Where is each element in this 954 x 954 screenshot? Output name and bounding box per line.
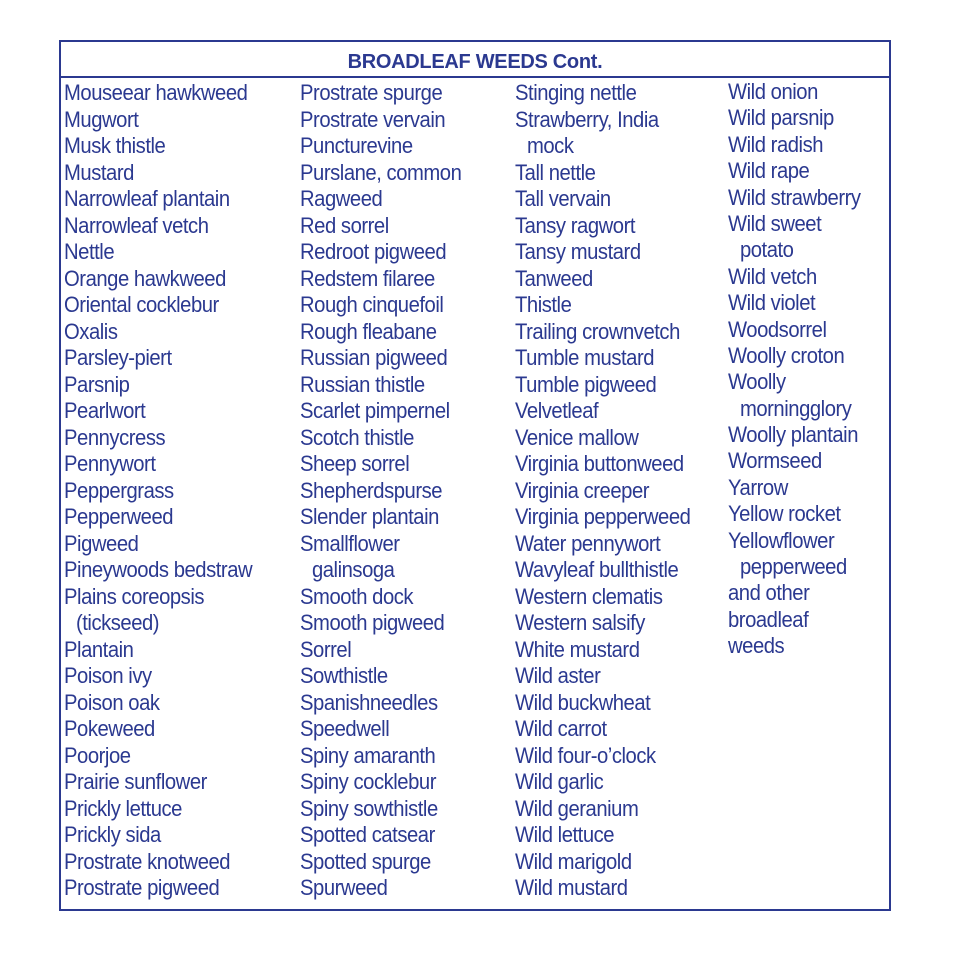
list-item: Prostrate vervain (300, 106, 446, 132)
list-item: Oxalis (64, 318, 118, 344)
list-item: Tumble mustard (515, 345, 655, 370)
list-item: Orange hawkweed (64, 265, 226, 291)
list-item: Wild parsnip (728, 105, 834, 131)
list-item: Wavyleaf bullthistle (515, 557, 679, 582)
list-item: Venice mallow (515, 424, 639, 450)
list-item: Pepperweed (64, 504, 174, 529)
list-item: Pennywort (64, 451, 156, 476)
list-item: Pennycress (64, 424, 166, 450)
list-item: Smallflower (300, 530, 400, 556)
list-item: Spiny cocklebur (300, 769, 436, 794)
list-item: Western salsify (515, 610, 645, 635)
list-item: Russian pigweed (300, 345, 448, 370)
list-item: Pineywoods bedstraw (64, 557, 253, 582)
list-item: Wild garlic (515, 769, 604, 794)
list-item: Mugwort (64, 106, 139, 132)
list-item: Scarlet pimpernel (300, 398, 450, 423)
list-item: Smooth pigweed (300, 610, 445, 635)
weed-column-3 (515, 80, 706, 902)
list-item: Stinging nettle (515, 80, 637, 105)
list-item: Virginia pepperweed (515, 504, 691, 529)
list-item: Tall nettle (515, 159, 596, 185)
list-item: Yellowflower (728, 527, 835, 553)
list-item: Water pennywort (515, 530, 661, 556)
list-item: Poison ivy (64, 663, 152, 688)
list-item: Prairie sunflower (64, 769, 207, 794)
list-item: Spotted catsear (300, 822, 435, 847)
list-item: Yellow rocket (728, 501, 841, 527)
list-item: Pigweed (64, 530, 139, 556)
list-item: Wild rape (728, 158, 810, 184)
list-item: Spotted spurge (300, 848, 431, 874)
list-item: Sheep sorrel (300, 451, 410, 476)
list-item: Spiny sowthistle (300, 795, 438, 821)
list-item: Prickly lettuce (64, 795, 182, 821)
list-item: Ragweed (300, 186, 383, 211)
list-item: Purslane, common (300, 159, 462, 185)
list-item: Narrowleaf vetch (64, 212, 209, 238)
list-item: Wild aster (515, 663, 601, 688)
list-item: Western clematis (515, 583, 663, 609)
list-item-continuation: potato (739, 237, 794, 263)
list-item: Wild strawberry (728, 184, 861, 210)
list-item: Thistle (515, 292, 572, 317)
list-item: Virginia creeper (515, 477, 650, 503)
list-item: Oriental cocklebur (64, 292, 219, 317)
list-item: Wild marigold (515, 848, 632, 874)
list-item: Russian thistle (300, 371, 425, 397)
list-item: Tansy mustard (515, 239, 641, 264)
list-item: Spurweed (300, 875, 388, 900)
list-item: Wild onion (728, 79, 818, 104)
list-item: Wild buckwheat (515, 689, 651, 715)
list-item: Nettle (64, 239, 115, 264)
list-item-continuation: morningglory (739, 395, 852, 421)
list-item: Slender plantain (300, 504, 439, 529)
list-item: Spanishneedles (300, 689, 438, 715)
list-item: Peppergrass (64, 477, 174, 503)
list-item: Woolly plantain (728, 422, 858, 448)
weed-column-2 (300, 80, 475, 902)
list-item: Mouseear hawkweed (64, 80, 248, 105)
list-item: Wild geranium (515, 795, 639, 821)
list-item-continuation: pepperweed (739, 554, 847, 580)
list-item: Tanweed (515, 265, 593, 291)
list-item: Pokeweed (64, 716, 155, 741)
list-item: Wild mustard (515, 875, 628, 900)
list-item: Tumble pigweed (515, 371, 657, 397)
list-item: Poorjoe (64, 742, 131, 768)
list-item: Wild lettuce (515, 822, 615, 847)
list-item: Wild radish (728, 131, 824, 157)
list-item: Musk thistle (64, 133, 166, 158)
list-item: Velvetleaf (515, 398, 599, 423)
list-item: Sorrel (300, 636, 352, 662)
list-item: Shepherdspurse (300, 477, 443, 503)
weed-column-1 (64, 80, 269, 902)
list-item: Parsnip (64, 371, 130, 397)
list-item: Redstem filaree (300, 265, 435, 291)
list-item: Mustard (64, 159, 134, 185)
weed-list-box (59, 40, 891, 911)
list-item: weeds (728, 633, 785, 659)
list-item: broadleaf (728, 606, 809, 632)
list-item: Red sorrel (300, 212, 389, 238)
list-item: Narrowleaf plantain (64, 186, 230, 211)
list-item: Wild carrot (515, 716, 607, 741)
list-item-continuation: (tickseed) (75, 610, 160, 635)
list-item: Virginia buttonweed (515, 451, 684, 476)
list-item: and other (728, 580, 810, 606)
list-item: Pearlwort (64, 398, 146, 423)
list-item: Poison oak (64, 689, 160, 715)
list-item: Yarrow (728, 474, 788, 500)
list-item: Prostrate spurge (300, 80, 443, 105)
list-item-continuation: galinsoga (311, 557, 395, 582)
weed-column-4 (728, 79, 872, 660)
list-item: Tall vervain (515, 186, 611, 211)
list-item: Wild four-o’clock (515, 742, 656, 768)
list-item: Wild sweet (728, 210, 822, 236)
list-item: Tansy ragwort (515, 212, 636, 238)
list-item: Redroot pigweed (300, 239, 447, 264)
table-title: BROADLEAF WEEDS Cont. (61, 42, 889, 78)
list-item: Spiny amaranth (300, 742, 436, 768)
list-item: Parsley-piert (64, 345, 172, 370)
list-item: Sowthistle (300, 663, 388, 688)
list-item: Woolly (728, 369, 786, 395)
list-item: Puncturevine (300, 133, 413, 158)
list-item: Wild violet (728, 290, 816, 316)
list-item: Plantain (64, 636, 134, 662)
list-item: Wormseed (728, 448, 822, 474)
list-item: Prostrate pigweed (64, 875, 220, 900)
list-item: Rough fleabane (300, 318, 437, 344)
list-item: Scotch thistle (300, 424, 414, 450)
list-item: Woolly croton (728, 342, 845, 368)
list-item: Trailing crownvetch (515, 318, 680, 344)
list-item: Speedwell (300, 716, 390, 741)
list-item: White mustard (515, 636, 640, 662)
list-item: Rough cinquefoil (300, 292, 444, 317)
list-item: Plains coreopsis (64, 583, 205, 609)
list-item: Prickly sida (64, 822, 161, 847)
list-item: Woodsorrel (728, 316, 827, 342)
list-item: Prostrate knotweed (64, 848, 231, 874)
list-item: Wild vetch (728, 263, 817, 289)
list-item: Strawberry, India (515, 106, 659, 132)
list-item: Smooth dock (300, 583, 414, 609)
list-item-continuation: mock (526, 133, 574, 158)
